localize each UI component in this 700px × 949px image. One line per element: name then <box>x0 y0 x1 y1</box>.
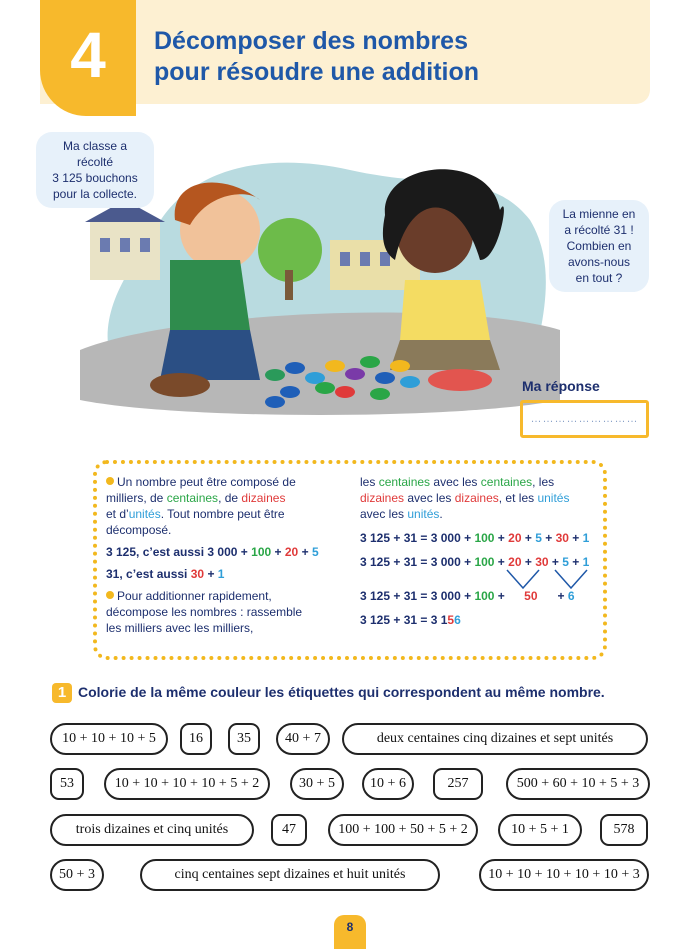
bubble-boy-line-1: Ma classe a récolté <box>62 139 128 169</box>
label-tag[interactable]: 10 + 5 + 1 <box>498 814 582 846</box>
speech-bubble-girl <box>549 200 649 292</box>
sum-step-1: 3 125 + 31 = 3 000 + 100 + 20 + 5 + 30 + 1 <box>360 531 590 545</box>
answer-label: Ma réponse <box>522 378 600 394</box>
equation-text: 3 125 + 31 = 3 1 <box>360 613 448 627</box>
label-tag[interactable]: 10 + 10 + 10 + 10 + 10 + 3 <box>479 859 649 891</box>
value-unites: 6 <box>567 589 575 603</box>
value-unites: 6 <box>454 613 461 627</box>
label-tag[interactable]: 16 <box>180 723 212 755</box>
value-unites: 5 <box>311 545 319 559</box>
sum-result <box>360 612 461 628</box>
word-centaines: centaines <box>166 491 219 505</box>
bubble-boy-line-2: 3 125 bouchons <box>52 171 138 185</box>
bubble-girl-line-5: en tout ? <box>575 271 623 285</box>
label-tag[interactable]: 10 + 10 + 10 + 5 <box>50 723 168 755</box>
bullet-icon <box>106 591 114 599</box>
label-tag[interactable]: 47 <box>271 814 307 846</box>
info-left-column <box>106 474 346 636</box>
info-text: les <box>360 475 379 489</box>
exercise-instruction: Colorie de la même couleur les étiquettes qui correspondent au même nombre. <box>78 684 605 700</box>
value-unites: 1 <box>217 567 225 581</box>
plus-sign: + <box>207 567 215 581</box>
label-tag[interactable]: 53 <box>50 768 84 800</box>
bullet-icon <box>106 477 114 485</box>
info-text: . <box>439 507 443 521</box>
label-tag[interactable]: 30 + 5 <box>290 768 344 800</box>
word-unites: unités <box>128 507 161 521</box>
speech-bubble-boy <box>36 132 154 208</box>
label-tag[interactable]: 100 + 100 + 50 + 5 + 2 <box>328 814 478 846</box>
word-dizaines: dizaines <box>241 491 286 505</box>
value-centaines: 100 <box>474 589 495 603</box>
label-tag[interactable]: 578 <box>600 814 648 846</box>
info-text: Un nombre peut être composé de <box>117 475 296 489</box>
value-dizaines: 30 <box>190 567 205 581</box>
value-dizaines: 20 <box>284 545 299 559</box>
info-text: Pour additionner rapidement, <box>117 589 272 603</box>
info-text: les milliers avec les milliers, <box>106 621 254 635</box>
plus-sign: + <box>240 545 248 559</box>
word-unites: unités <box>407 507 440 521</box>
equation-text: 3 125, c’est aussi 3 000 <box>106 545 238 559</box>
equation-text: 3 125 + 31 = 3 000 + <box>360 555 475 569</box>
info-text: avec les <box>430 475 481 489</box>
info-text: décompose les nombres : rassemble <box>106 605 303 619</box>
word-dizaines: dizaines <box>360 491 405 505</box>
info-text: avec les <box>404 491 455 505</box>
equation-text: 31, c’est aussi <box>106 567 188 581</box>
lesson-number: 4 <box>70 19 106 91</box>
page-number: 8 <box>334 915 366 949</box>
value-centaines: 100 <box>474 531 495 545</box>
answer-field[interactable]: ……………………… <box>520 400 649 438</box>
value-unites: 1 <box>582 555 590 569</box>
value-dizaines: 50 <box>524 589 538 603</box>
word-centaines: centaines <box>480 475 533 489</box>
page-title <box>154 26 634 88</box>
info-text: et d’ <box>106 507 129 521</box>
info-text: . Tout nombre peut être <box>160 507 285 521</box>
value-dizaines: 30 <box>535 555 549 569</box>
bubble-girl-line-2: a récolté 31 ! <box>564 223 634 237</box>
value-centaines: 100 <box>474 555 495 569</box>
label-tag[interactable]: cinq centaines sept dizaines et huit unités <box>140 859 440 891</box>
label-tag[interactable]: trois dizaines et cinq unités <box>50 814 254 846</box>
label-tag[interactable]: deux centaines cinq dizaines et sept unités <box>342 723 648 755</box>
info-text: , et les <box>498 491 538 505</box>
word-unites: unités <box>537 491 570 505</box>
value-dizaines: 30 <box>555 531 569 545</box>
label-tag[interactable]: 35 <box>228 723 260 755</box>
info-right-column <box>360 474 600 522</box>
title-line-2: pour résoudre une addition <box>154 58 480 86</box>
label-tag[interactable]: 500 + 60 + 10 + 5 + 3 <box>506 768 650 800</box>
info-text: décomposé. <box>106 523 172 537</box>
value-unites: 5 <box>562 555 569 569</box>
value-unites: 1 <box>582 531 590 545</box>
plus-sign: + <box>301 545 309 559</box>
bubble-girl-line-1: La mienne en <box>562 207 636 221</box>
bubble-girl-line-4: avons-nous <box>567 255 631 269</box>
sum-step-3: 3 125 + 31 = 3 000 + 100 + 50 + 6 <box>360 589 575 603</box>
value-dizaines: 20 <box>508 555 522 569</box>
info-text: avec les <box>360 507 408 521</box>
value-centaines: 100 <box>251 545 272 559</box>
exercise-number: 1 <box>52 683 72 703</box>
label-tag[interactable]: 40 + 7 <box>276 723 330 755</box>
plus-sign: + <box>274 545 282 559</box>
label-tag[interactable]: 10 + 6 <box>362 768 414 800</box>
value-dizaines: 20 <box>508 531 522 545</box>
value-dizaines: 5 <box>447 613 455 627</box>
word-centaines: centaines <box>378 475 431 489</box>
equation-text: 3 125 + 31 = 3 000 + <box>360 531 475 545</box>
value-unites: 5 <box>535 531 542 545</box>
info-text: , de <box>218 491 242 505</box>
info-text: , les <box>532 475 555 489</box>
word-dizaines: dizaines <box>454 491 499 505</box>
label-tag[interactable]: 10 + 10 + 10 + 10 + 5 + 2 <box>104 768 270 800</box>
label-tag[interactable]: 50 + 3 <box>50 859 104 891</box>
bubble-girl-line-3: Combien en <box>566 239 632 253</box>
title-line-1: Décomposer des nombres <box>154 27 468 55</box>
bubble-boy-line-3: pour la collecte. <box>52 187 138 201</box>
info-text: milliers, de <box>106 491 167 505</box>
label-tag[interactable]: 257 <box>433 768 483 800</box>
sum-step-2: 3 125 + 31 = 3 000 + 100 + 20 + 30 + 5 + 1 <box>360 555 590 569</box>
equation-text: 3 125 + 31 = 3 000 + <box>360 589 475 603</box>
